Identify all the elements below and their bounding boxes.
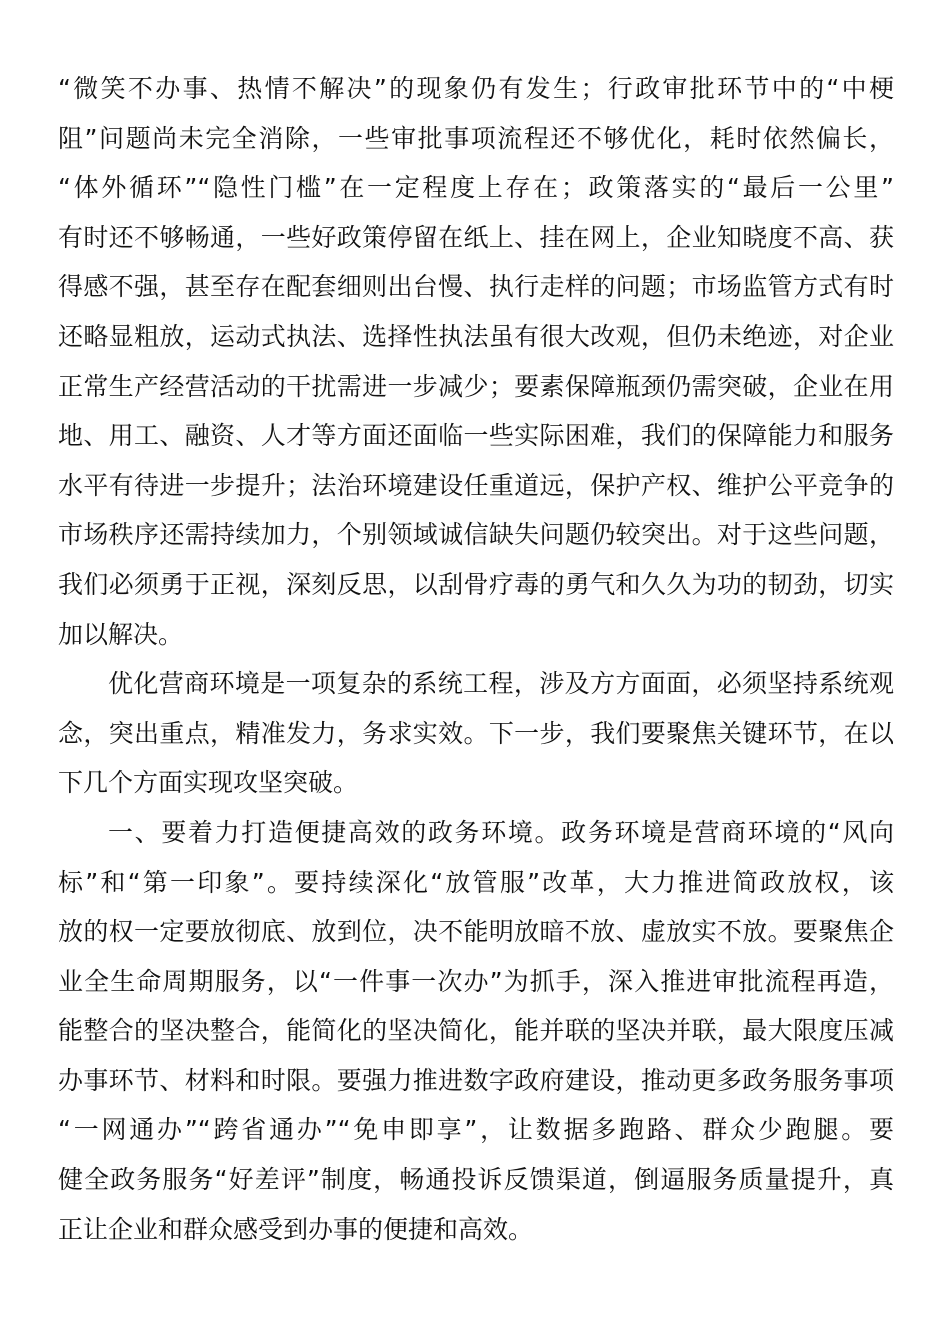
paragraph-problems (58, 64, 894, 659)
text-line: 放的权一定要放彻底、放到位，决不能明放暗不放、虚放实不放。要聚焦企 (58, 917, 894, 947)
document-page (58, 64, 894, 1254)
text-line: 阻”问题尚未完全消除，一些审批事项流程还不够优化，耗时依然偏长， (58, 123, 894, 153)
text-line: 念，突出重点，精准发力，务求实效。下一步，我们要聚焦关键环节，在以 (58, 718, 894, 748)
paragraph-section-one (58, 808, 894, 1254)
text-line: 优化营商环境是一项复杂的系统工程，涉及方方面面，必须坚持系统观 (108, 669, 894, 699)
text-line: 有时还不够畅通，一些好政策停留在纸上、挂在网上，企业知晓度不高、获 (58, 222, 894, 252)
text-line: “一网通办”“跨省通办”“免申即享”，让数据多跑路、群众少跑腿。要 (58, 1115, 894, 1145)
text-line: “体外循环”“隐性门槛”在一定程度上存在；政策落实的“最后一公里” (58, 173, 894, 203)
text-line: 得感不强，甚至存在配套细则出台慢、执行走样的问题；市场监管方式有时 (58, 272, 894, 302)
text-line: 我们必须勇于正视，深刻反思，以刮骨疗毒的勇气和久久为功的韧劲，切实 (58, 569, 894, 599)
text-line: 办事环节、材料和时限。要强力推进数字政府建设，推动更多政务服务事项 (58, 1065, 894, 1095)
text-line: 业全生命周期服务，以“一件事一次办”为抓手，深入推进审批流程再造， (58, 966, 894, 996)
text-line: 市场秩序还需持续加力，个别领域诚信缺失问题仍较突出。对于这些问题， (58, 520, 894, 550)
text-line: 正常生产经营活动的干扰需进一步减少；要素保障瓶颈仍需突破，企业在用 (58, 371, 894, 401)
text-line: 还略显粗放，运动式执法、选择性执法虽有很大改观，但仍未绝迹，对企业 (58, 321, 894, 351)
paragraph-next-steps (58, 659, 894, 808)
text-line: 地、用工、融资、人才等方面还面临一些实际困难，我们的保障能力和服务 (58, 421, 894, 451)
text-line: 标”和“第一印象”。要持续深化“放管服”改革，大力推进简政放权，该 (58, 867, 894, 897)
text-line: 健全政务服务“好差评”制度，畅通投诉反馈渠道，倒逼服务质量提升，真 (58, 1165, 894, 1195)
text-line: 水平有待进一步提升；法治环境建设任重道远，保护产权、维护公平竞争的 (58, 470, 894, 500)
text-line: 下几个方面实现攻坚突破。 (58, 768, 359, 798)
text-line: 能整合的坚决整合，能简化的坚决简化，能并联的坚决并联，最大限度压减 (58, 1016, 894, 1046)
text-line: 加以解决。 (58, 619, 184, 649)
text-line: 一、要着力打造便捷高效的政务环境。政务环境是营商环境的“风向 (108, 817, 894, 847)
text-line: 正让企业和群众感受到办事的便捷和高效。 (58, 1214, 534, 1244)
text-line: “微笑不办事、热情不解决”的现象仍有发生；行政审批环节中的“中梗 (58, 74, 894, 103)
